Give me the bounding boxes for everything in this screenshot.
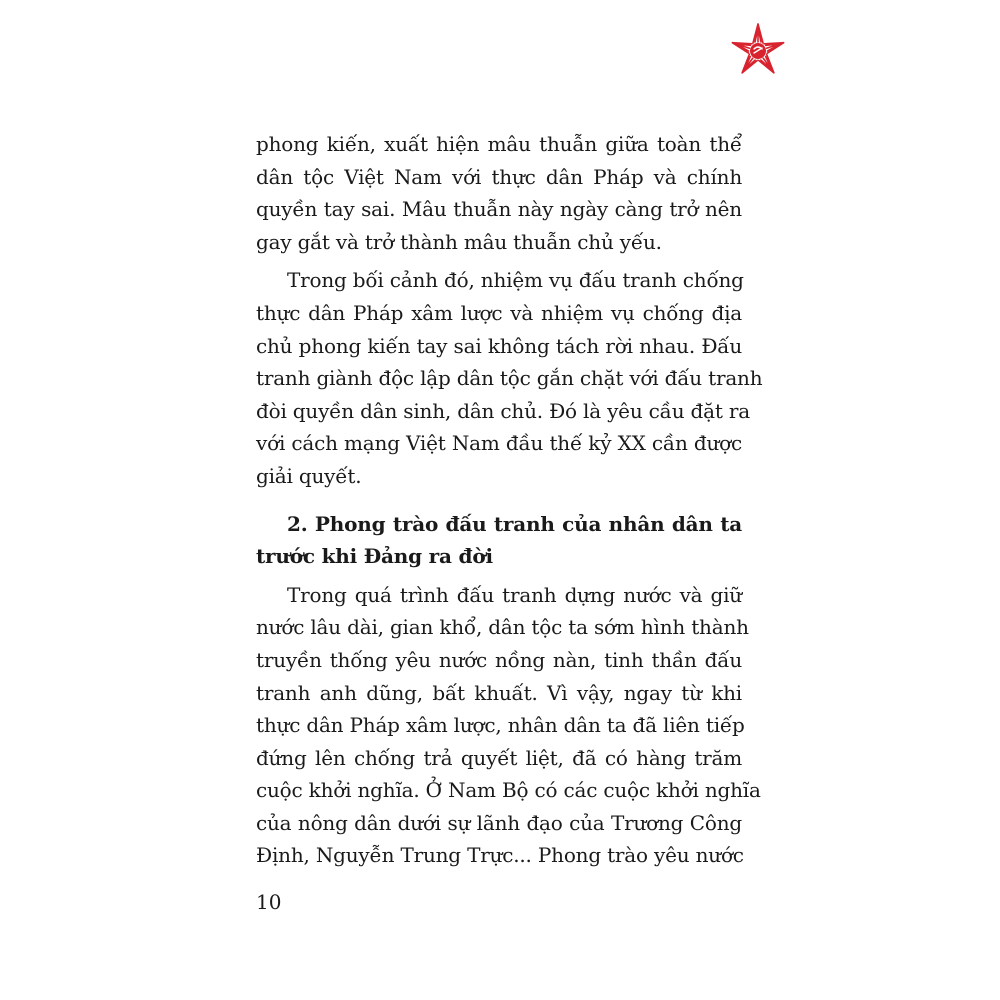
text-line: nước lâu dài, gian khổ, dân tộc ta sớm hình thành (256, 615, 749, 640)
text-line: truyền thống yêu nước nồng nàn, tinh thần đấu (256, 647, 742, 672)
heading-line: 2. Phong trào đấu tranh của nhân dân ta (287, 511, 742, 536)
heading-line: trước khi Đảng ra đời (256, 544, 493, 569)
text-line: tranh anh dũng, bất khuất. Vì vậy, ngay từ khi (256, 680, 742, 705)
text-line: thực dân Pháp xâm lược, nhân dân ta đã liên tiếp (256, 713, 745, 738)
text-line: thực dân Pháp xâm lược và nhiệm vụ chống địa (256, 300, 742, 325)
text-line: tranh giành độc lập dân tộc gắn chặt với đấu tranh (256, 366, 763, 391)
text-line: Trong quá trình đấu tranh dựng nước và giữ (287, 582, 742, 607)
text-line: quyền tay sai. Mâu thuẫn này ngày càng trở nên (256, 197, 742, 222)
text-line: Định, Nguyễn Trung Trực... Phong trào yêu nước (256, 843, 744, 868)
section-heading (256, 508, 742, 573)
page-body (256, 128, 763, 872)
text-line: đòi quyền dân sinh, dân chủ. Đó là yêu cầu đặt ra (256, 398, 750, 423)
text-line: gay gắt và trở thành mâu thuẫn chủ yếu. (256, 229, 662, 254)
text-line: với cách mạng Việt Nam đầu thế kỷ XX cần được (256, 431, 742, 456)
paragraph-tradition (256, 579, 761, 872)
text-line: giải quyết. (256, 463, 362, 488)
text-line: đứng lên chống trả quyết liệt, đã có hàng trăm (256, 745, 742, 770)
text-line: cuộc khởi nghĩa. Ở Nam Bộ có các cuộc khởi nghĩa (256, 778, 761, 803)
paragraph-continuation (256, 128, 742, 258)
text-line: chủ phong kiến tay sai không tách rời nhau. Đấu (256, 333, 742, 358)
text-line: của nông dân dưới sự lãnh đạo của Trương Công (256, 810, 742, 835)
star-emblem-icon (728, 20, 788, 80)
paragraph-context (256, 264, 763, 492)
text-line: Trong bối cảnh đó, nhiệm vụ đấu tranh chống (287, 268, 744, 293)
page-number: 10 (256, 890, 282, 914)
text-line: dân tộc Việt Nam với thực dân Pháp và chính (256, 164, 742, 189)
text-line: phong kiến, xuất hiện mâu thuẫn giữa toàn thể (256, 132, 742, 156)
